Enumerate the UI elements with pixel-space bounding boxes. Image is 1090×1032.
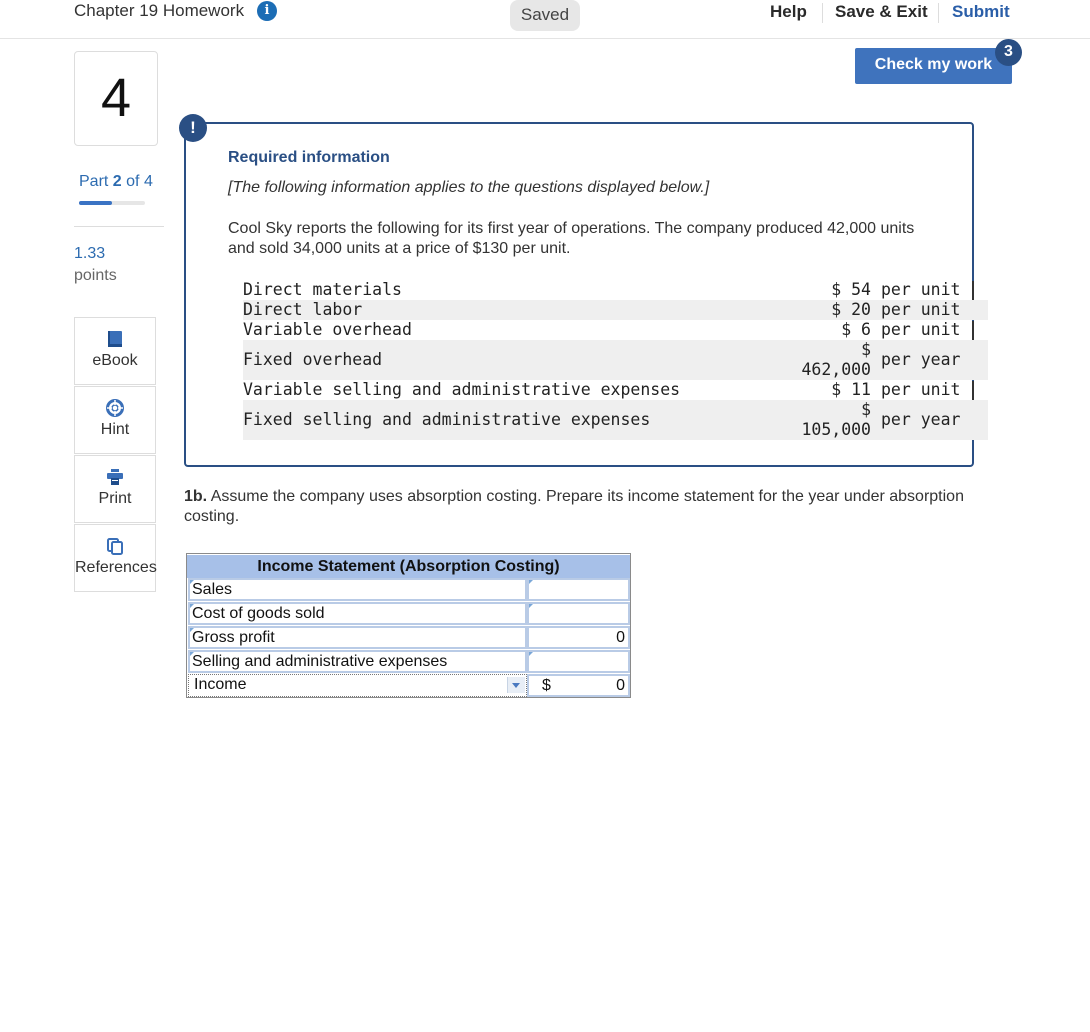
references-button[interactable] — [74, 524, 156, 592]
help-link[interactable]: Help — [770, 2, 807, 21]
selling-admin-label-cell[interactable] — [188, 650, 527, 673]
cost-label: Variable selling and administrative expenses — [243, 380, 681, 399]
row-label: Selling and administrative expenses — [192, 653, 448, 670]
points-block — [74, 243, 117, 287]
row-marker — [972, 381, 974, 400]
income-amount — [527, 674, 630, 697]
problem-intro: Cool Sky reports the following for its first year of operations. The company produced 42,000 units and sold 34,000 units at a price of $130 per unit. — [228, 220, 915, 257]
cogs-amount-input[interactable] — [527, 602, 630, 625]
cost-unit: per unit — [881, 380, 961, 399]
cell-corner-marker — [190, 604, 194, 608]
row-label: Income — [194, 676, 247, 693]
points-label: points — [74, 267, 117, 284]
cost-unit: per unit — [881, 300, 961, 319]
cost-amount — [801, 340, 871, 380]
cost-label: Direct materials — [243, 280, 402, 299]
cost-unit: per year — [881, 410, 961, 429]
sales-amount-input[interactable] — [527, 578, 630, 601]
income-statement-title: Income Statement (Absorption Costing) — [187, 555, 630, 578]
saved-status: Saved — [510, 0, 580, 31]
part-prefix: Part — [79, 173, 109, 190]
cell-corner-marker — [529, 652, 533, 656]
cost-row — [243, 280, 988, 300]
part-indicator — [79, 173, 153, 191]
cell-corner-marker — [190, 628, 194, 632]
question-prefix: 1b. — [184, 488, 208, 505]
cost-unit: per unit — [881, 280, 961, 299]
row-marker — [972, 281, 974, 300]
dropdown-arrow-icon[interactable] — [507, 677, 525, 693]
check-my-work-button[interactable]: Check my work — [855, 48, 1012, 84]
header-divider — [822, 3, 823, 23]
ebook-button[interactable] — [74, 317, 156, 385]
cost-amount: $ 6 — [841, 320, 871, 339]
cost-row — [243, 300, 988, 320]
attempts-badge: 3 — [995, 39, 1022, 66]
required-info-title: Required information — [228, 149, 390, 166]
cost-label: Variable overhead — [243, 320, 412, 339]
part-progress-fill — [79, 201, 112, 205]
part-suffix: of 4 — [126, 173, 153, 190]
sales-label-cell[interactable] — [188, 578, 527, 601]
references-icon — [106, 537, 124, 555]
points-value: 1.33 — [74, 245, 106, 262]
gross-profit-amount — [527, 626, 630, 649]
cost-row — [243, 400, 988, 440]
cost-row — [243, 320, 988, 340]
sidebar-divider — [74, 226, 164, 227]
question-prompt — [184, 487, 974, 527]
save-exit-link[interactable]: Save & Exit — [835, 2, 928, 21]
cell-corner-marker — [190, 580, 194, 584]
selling-admin-amount-input[interactable] — [527, 650, 630, 673]
cost-amount: $ 54 — [831, 280, 871, 299]
print-button[interactable] — [74, 455, 156, 523]
required-info-note: [The following information applies to the questions displayed below.] — [228, 179, 710, 196]
tool-label: Print — [98, 490, 132, 507]
tool-label: Hint — [100, 421, 130, 438]
cell-corner-marker — [529, 580, 533, 584]
ebook-icon — [106, 330, 124, 348]
tool-label: References — [75, 559, 157, 576]
row-label: Gross profit — [192, 629, 275, 646]
cost-unit: per unit — [881, 320, 961, 339]
income-label-select[interactable] — [188, 674, 527, 697]
cost-unit: per year — [881, 350, 961, 369]
info-icon[interactable]: i — [257, 1, 277, 21]
row-label: Cost of goods sold — [192, 605, 325, 622]
cost-value: 105,000 — [801, 420, 871, 439]
cost-row — [243, 340, 988, 380]
cell-corner-marker — [190, 652, 194, 656]
submit-link[interactable]: Submit — [952, 2, 1010, 21]
cost-value: 462,000 — [801, 360, 871, 379]
print-icon — [106, 468, 124, 486]
cost-label: Fixed selling and administrative expenses — [243, 410, 651, 429]
row-marker — [972, 321, 974, 340]
cost-amount: $ 20 — [831, 300, 871, 319]
question-number[interactable]: 4 — [74, 51, 158, 146]
currency-symbol: $ — [542, 677, 551, 694]
row-label: Sales — [192, 581, 233, 598]
tool-label: eBook — [92, 352, 138, 369]
part-current: 2 — [112, 173, 122, 190]
cell-corner-marker — [529, 604, 533, 608]
cost-label: Fixed overhead — [243, 350, 383, 369]
cost-amount: $ 11 — [831, 380, 871, 399]
cost-row — [243, 380, 988, 400]
cost-amount — [801, 400, 871, 440]
cost-currency: $ — [861, 340, 871, 359]
cost-label: Direct labor — [243, 300, 363, 319]
question-text: Assume the company uses absorption costing. Prepare its income statement for the year under absorption costing. — [184, 488, 964, 525]
cost-currency: $ — [861, 400, 871, 419]
assignment-title: Chapter 19 Homework — [74, 1, 245, 20]
row-value: 0 — [616, 677, 625, 694]
hint-icon — [106, 399, 124, 417]
alert-icon: ! — [179, 114, 207, 142]
gross-profit-label-cell[interactable] — [188, 626, 527, 649]
cogs-label-cell[interactable] — [188, 602, 527, 625]
hint-button[interactable] — [74, 386, 156, 454]
header-divider — [938, 3, 939, 23]
row-value: 0 — [616, 629, 625, 646]
